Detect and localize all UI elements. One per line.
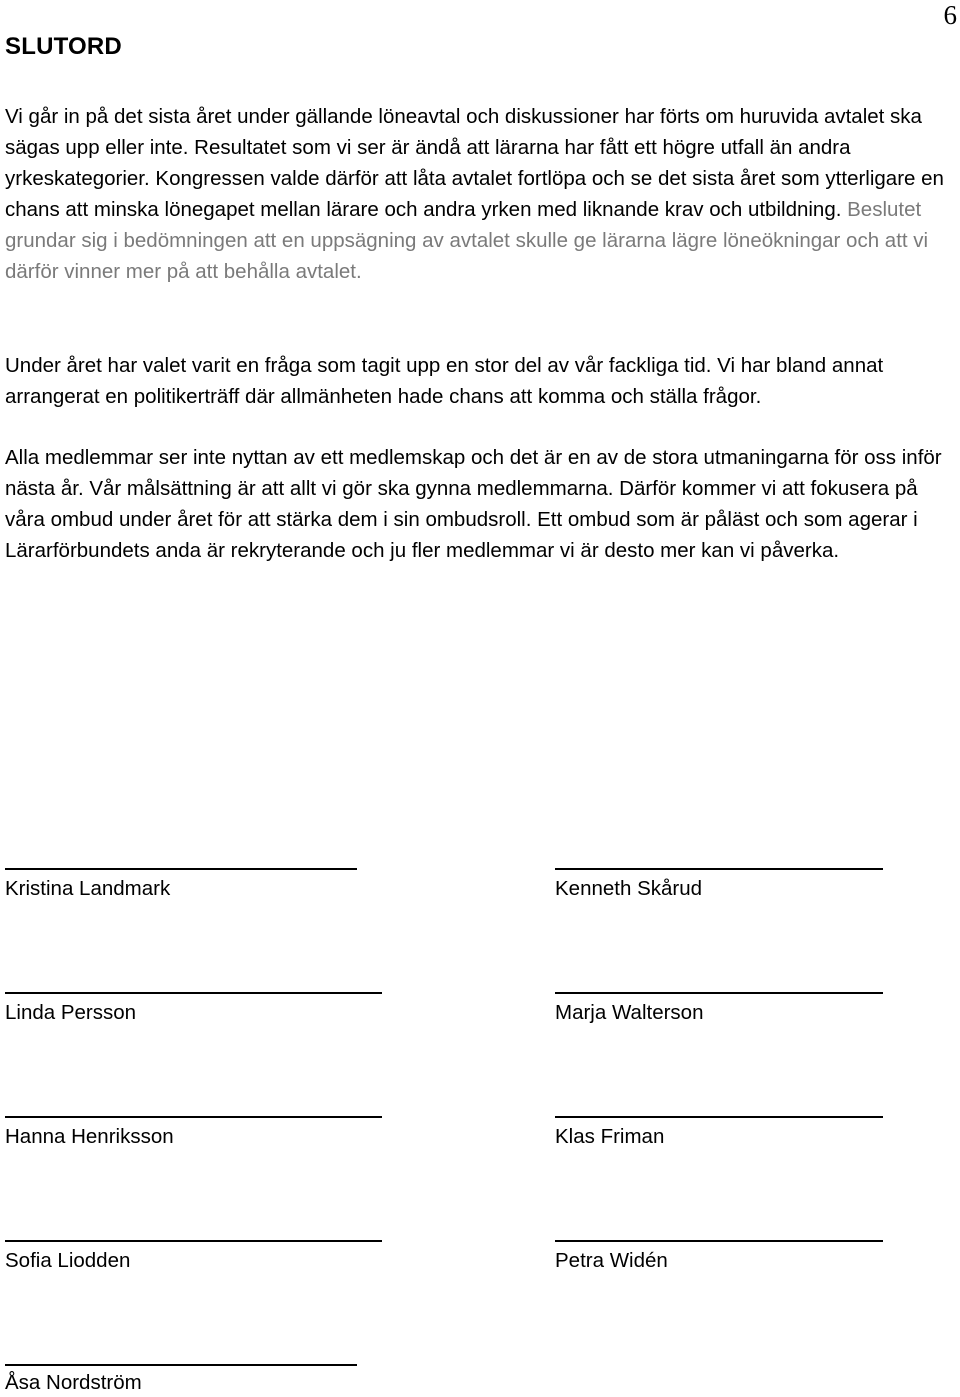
- signature-line: [5, 1240, 382, 1242]
- signature-name: Klas Friman: [555, 1125, 665, 1148]
- signature-name: Kristina Landmark: [5, 877, 171, 900]
- signature-line: [555, 1240, 883, 1242]
- signature-line: [5, 868, 357, 870]
- page-number: 6: [943, 0, 957, 30]
- signature-name: Linda Persson: [5, 1001, 137, 1024]
- signature-line: [5, 992, 382, 994]
- signature-name: Kenneth Skårud: [555, 877, 703, 900]
- signature-name: Åsa Nordström: [5, 1371, 142, 1394]
- paragraph-wage-agreement: [5, 101, 955, 287]
- signature-name: Petra Widén: [555, 1249, 668, 1272]
- signature-line: [5, 1364, 357, 1366]
- signature-name: Marja Walterson: [555, 1001, 704, 1024]
- signature-line: [555, 992, 883, 994]
- paragraph-election: Under året har valet varit en fråga som tagit upp en stor del av vår fackliga tid. Vi har bland annat arrangerat en politikerträff där allmänheten hade chans att komma och ställa frågor.: [5, 354, 884, 408]
- signature-line: [555, 1116, 883, 1118]
- signature-line: [5, 1116, 382, 1118]
- paragraph-text-grey: Beslutet grundar sig i bedömningen att en uppsägning av avtalet skulle ge lärarna lägre löneökningar och att vi därför vinner mer på att behålla avtalet.: [5, 198, 929, 283]
- paragraph-text: Vi går in på det sista året under gällande löneavtal och diskussioner har förts om huruvida avtalet ska sägas upp eller inte. Resultatet som vi ser är ändå att lärarna har fått ett högre utfall än andra yrkeskategorier. Kongressen valde därför att låta avtalet fortlöpa och se det sista året som ytterligare en chans att minska lönegapet mellan lärare och andra yrken med liknande krav och utbildning.: [5, 105, 944, 221]
- paragraph-members: Alla medlemmar ser inte nyttan av ett medlemskap och det är en av de stora utmaningarna för oss inför nästa år. Vår målsättning är att allt vi gör ska gynna medlemmarna. Därför kommer vi att fokusera på våra ombud under året för att stärka dem i sin ombudsroll. Ett ombud som är påläst och som agerar i Lärarförbundets anda är rekryterande och ju fler medlemmar vi är desto mer kan vi påverka.: [5, 446, 942, 562]
- section-heading: SLUTORD: [5, 33, 122, 60]
- signature-name: Hanna Henriksson: [5, 1125, 174, 1148]
- signature-name: Sofia Liodden: [5, 1249, 131, 1272]
- signature-line: [555, 868, 883, 870]
